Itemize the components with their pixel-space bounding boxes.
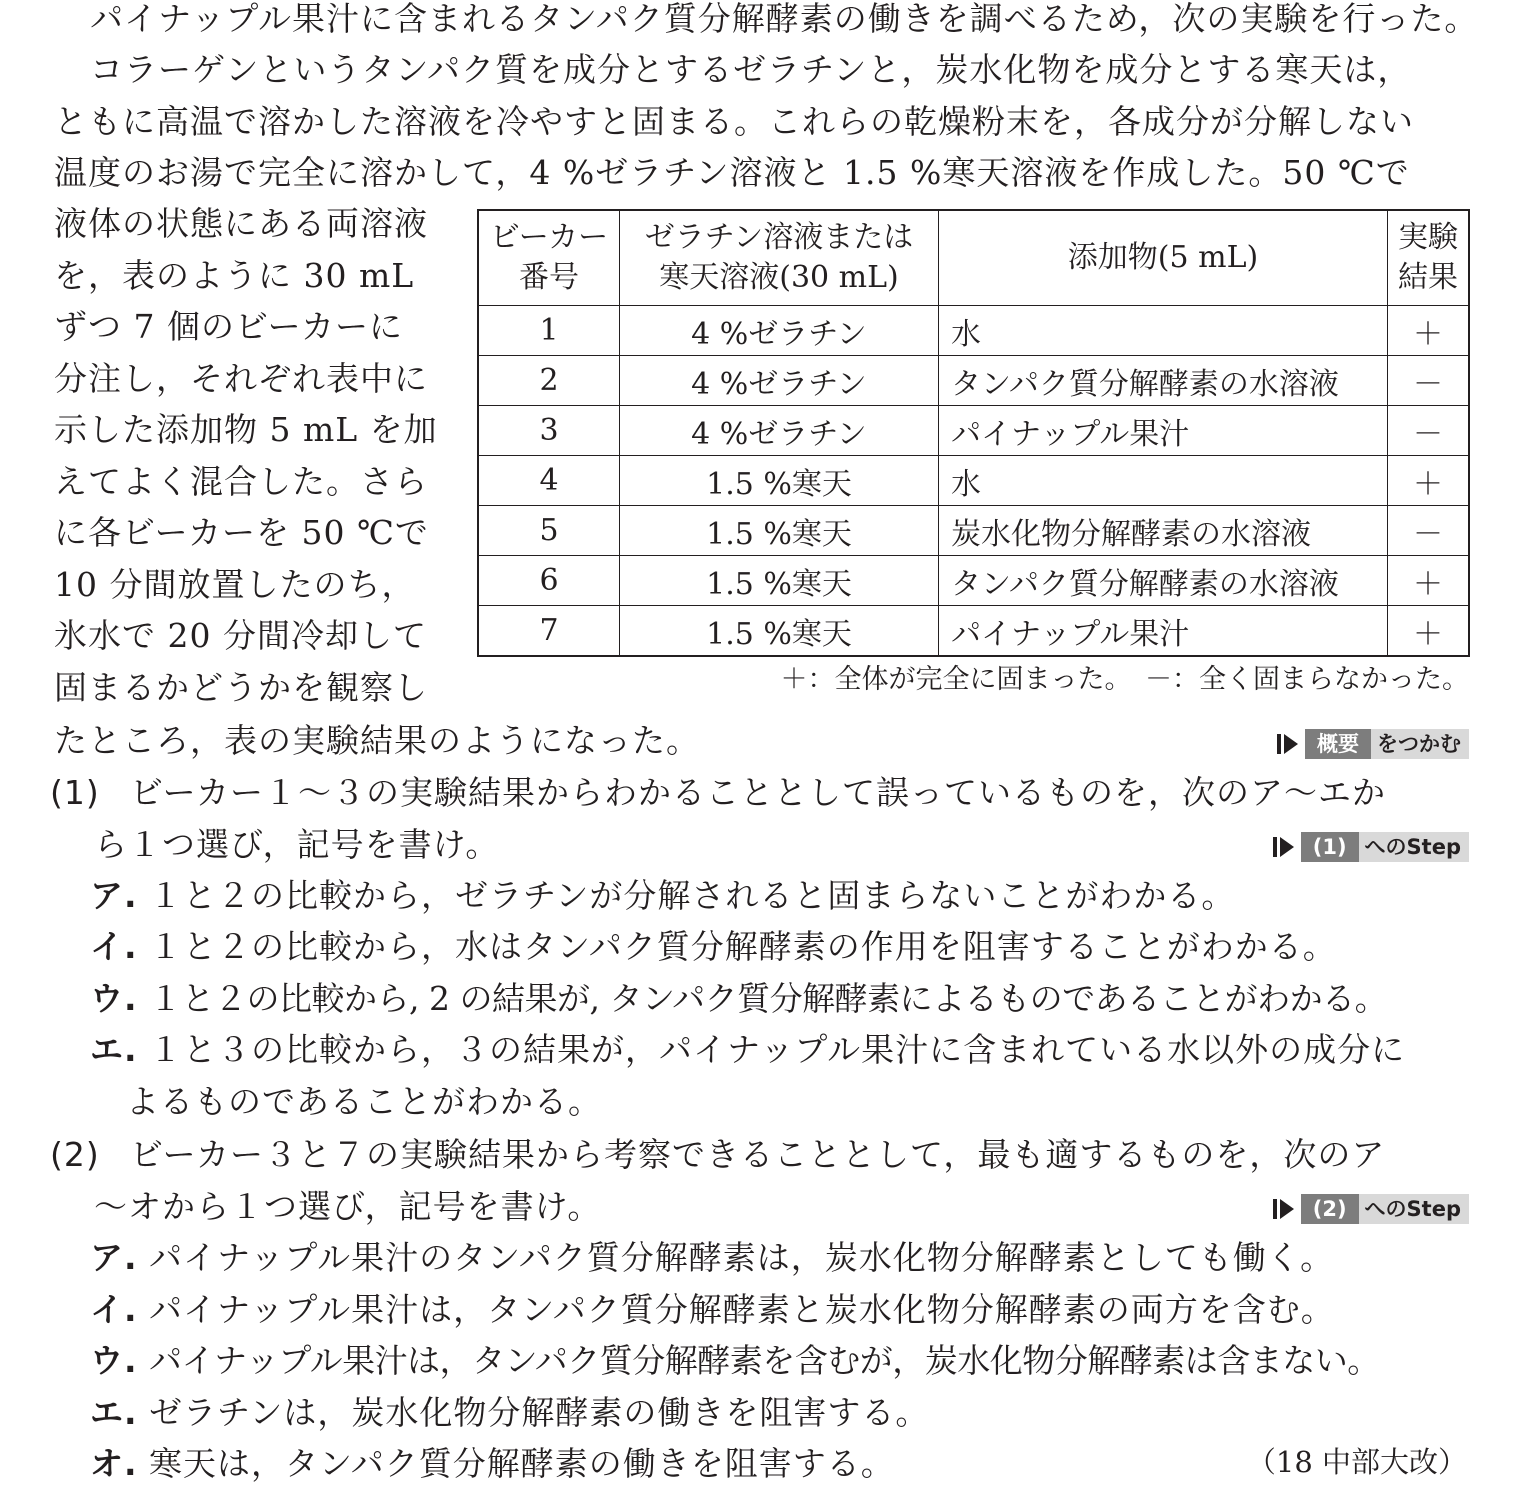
table-header-row xyxy=(478,210,1469,306)
option-label: イ. xyxy=(90,927,138,966)
option-label: エ. xyxy=(90,1393,138,1432)
intro-line-1: パイナップル果汁に含まれるタンパク質分解酵素の働きを調べるため，次の実験を行った。 xyxy=(90,0,1479,38)
option-label: ウ. xyxy=(90,1341,138,1380)
cell-result: － xyxy=(1388,406,1470,456)
intro-wrap-line: 示した添加物 5 mL を加 xyxy=(54,410,438,449)
cell-additive: 水 xyxy=(939,456,1388,506)
experiment-table xyxy=(477,209,1470,657)
table-row xyxy=(478,506,1469,556)
play-arrow-icon xyxy=(1271,834,1297,860)
cell-beaker-no: 4 xyxy=(478,456,620,506)
q2-option-e xyxy=(90,1388,929,1438)
header-text: ビーカー xyxy=(489,220,609,255)
header-text: ゼラチン溶液または xyxy=(644,220,914,255)
option-text: パイナップル果汁は，タンパク質分解酵素と炭水化物分解酵素の両方を含む。 xyxy=(149,1290,1335,1329)
cell-solution: 1.5 %寒天 xyxy=(620,456,939,506)
intro-last-line: たところ，表の実験結果のようになった。 xyxy=(54,721,700,760)
intro-wrap-line: 液体の状態にある両溶液 xyxy=(54,204,428,243)
option-text: パイナップル果汁のタンパク質分解酵素は，炭水化物分解酵素としても働く。 xyxy=(149,1238,1335,1277)
cell-beaker-no: 7 xyxy=(478,606,620,657)
header-result xyxy=(1388,210,1470,306)
intro-wrap-line: えてよく混合した。さら xyxy=(54,462,428,501)
tag-light-label: をつかむ xyxy=(1371,729,1469,759)
overview-step-tag[interactable] xyxy=(1275,728,1469,760)
cell-additive: タンパク質分解酵素の水溶液 xyxy=(939,356,1388,406)
table-row xyxy=(478,356,1469,406)
cell-additive: 炭水化物分解酵素の水溶液 xyxy=(939,506,1388,556)
tag-dark-label: 概要 xyxy=(1305,729,1371,759)
q1-option-i xyxy=(90,922,1337,972)
cell-beaker-no: 5 xyxy=(478,506,620,556)
header-beaker-number xyxy=(478,210,620,306)
cell-result: ＋ xyxy=(1388,556,1470,606)
header-text: 寒天溶液(30 mL) xyxy=(659,260,899,295)
option-label: ア. xyxy=(90,876,138,915)
option-label: ウ. xyxy=(90,979,138,1018)
intro-wrap-line: ずつ 7 個のビーカーに xyxy=(54,307,403,346)
option-text: 寒天は，タンパク質分解酵素の働きを阻害する。 xyxy=(149,1444,895,1483)
play-arrow-icon xyxy=(1271,1196,1297,1222)
option-text: １と２の比較から, 2 の結果が, タンパク質分解酵素によるものであることがわかる。 xyxy=(149,979,1388,1018)
header-text: 番号 xyxy=(519,260,579,295)
cell-solution: 1.5 %寒天 xyxy=(620,606,939,657)
q2-number: (2) xyxy=(50,1135,100,1174)
option-text: パイナップル果汁は，タンパク質分解酵素を含むが，炭水化物分解酵素は含まない。 xyxy=(149,1341,1380,1380)
option-text: １と２の比較から，ゼラチンが分解されると固まらないことがわかる。 xyxy=(149,876,1236,915)
header-additive xyxy=(939,210,1388,306)
intro-line-3: ともに高温で溶かした溶液を冷やすと固まる。これらの乾燥粉末を，各成分が分解しない xyxy=(54,102,1414,141)
option-label: オ. xyxy=(90,1444,138,1483)
cell-solution: 1.5 %寒天 xyxy=(620,506,939,556)
intro-wrap-line: 10 分間放置したのち， xyxy=(54,565,416,604)
q1-option-u xyxy=(90,974,1387,1024)
intro-line-2: コラーゲンというタンパク質を成分とするゼラチンと，炭水化物を成分とする寒天は， xyxy=(90,50,1412,89)
cell-result: ＋ xyxy=(1388,456,1470,506)
q1-stem-line-1: ビーカー１～３の実験結果からわかることとして誤っているものを，次のア～エか xyxy=(130,773,1387,812)
cell-additive: パイナップル果汁 xyxy=(939,406,1388,456)
q1-option-a xyxy=(90,871,1235,921)
intro-wrap-line: に各ビーカーを 50 ℃で xyxy=(54,513,429,552)
cell-additive: 水 xyxy=(939,306,1388,356)
q1-option-e xyxy=(90,1025,1405,1075)
cell-result: － xyxy=(1388,356,1470,406)
q1-stem-line-2: ら１つ選び，記号を書け。 xyxy=(94,825,500,864)
cell-beaker-no: 6 xyxy=(478,556,620,606)
table-row xyxy=(478,306,1469,356)
tag-dark-label: (2) xyxy=(1301,1194,1359,1224)
option-label: ア. xyxy=(90,1238,138,1277)
play-arrow-icon xyxy=(1275,731,1301,757)
table-row xyxy=(478,606,1469,657)
header-text: 添加物(5 mL) xyxy=(1067,240,1259,275)
cell-solution: 4 %ゼラチン xyxy=(620,406,939,456)
tag-light-label: へのStep xyxy=(1359,1194,1469,1224)
intro-line-4: 温度のお湯で完全に溶かして，4 %ゼラチン溶液と 1.5 %寒天溶液を作成した。50 ℃で xyxy=(54,153,1410,192)
cell-result: － xyxy=(1388,506,1470,556)
cell-result: ＋ xyxy=(1388,606,1470,657)
table-row xyxy=(478,456,1469,506)
option-text: ゼラチンは，炭水化物分解酵素の働きを阻害する。 xyxy=(149,1393,930,1432)
cell-beaker-no: 2 xyxy=(478,356,620,406)
intro-wrap-line: 分注し，それぞれ表中に xyxy=(54,359,428,398)
intro-wrap-line: 固まるかどうかを観察し xyxy=(54,668,428,707)
cell-solution: 4 %ゼラチン xyxy=(620,306,939,356)
intro-wrap-line: を，表のように 30 mL xyxy=(54,256,415,295)
q2-option-u xyxy=(90,1336,1380,1386)
q2-option-o xyxy=(90,1439,895,1489)
header-text: 結果 xyxy=(1398,260,1458,295)
cell-additive: タンパク質分解酵素の水溶液 xyxy=(939,556,1388,606)
cell-solution: 4 %ゼラチン xyxy=(620,356,939,406)
source-citation: （18 中部大改） xyxy=(1246,1445,1467,1479)
q1-step-tag[interactable] xyxy=(1271,831,1469,863)
tag-dark-label: (1) xyxy=(1301,832,1359,862)
tag-light-label: へのStep xyxy=(1359,832,1469,862)
table-row xyxy=(478,406,1469,456)
cell-beaker-no: 1 xyxy=(478,306,620,356)
q2-step-tag[interactable] xyxy=(1271,1193,1469,1225)
q2-stem-line-2: ～オから１つ選び，記号を書け。 xyxy=(94,1187,602,1226)
cell-beaker-no: 3 xyxy=(478,406,620,456)
q2-option-i xyxy=(90,1285,1335,1335)
option-label: エ. xyxy=(90,1030,138,1069)
q2-stem-line-1: ビーカー３と７の実験結果から考察できることとして，最も適するものを，次のア xyxy=(130,1135,1386,1174)
table-legend: ＋：全体が完全に固まった。 －：全く固まらなかった。 xyxy=(780,664,1469,695)
q1-number: (1) xyxy=(50,773,100,812)
table-row xyxy=(478,556,1469,606)
cell-solution: 1.5 %寒天 xyxy=(620,556,939,606)
option-text: １と３の比較から，３の結果が，パイナップル果汁に含まれている水以外の成分に xyxy=(149,1030,1406,1069)
q2-option-a xyxy=(90,1233,1334,1283)
header-text: 実験 xyxy=(1398,220,1458,255)
cell-result: ＋ xyxy=(1388,306,1470,356)
intro-wrap-line: 氷水で 20 分間冷却して xyxy=(54,616,427,655)
option-label: イ. xyxy=(90,1290,138,1329)
cell-additive: パイナップル果汁 xyxy=(939,606,1388,657)
header-solution xyxy=(620,210,939,306)
q1-option-e-continuation: よるものであることがわかる。 xyxy=(126,1082,602,1121)
option-text: １と２の比較から，水はタンパク質分解酵素の作用を阻害することがわかる。 xyxy=(149,927,1337,966)
